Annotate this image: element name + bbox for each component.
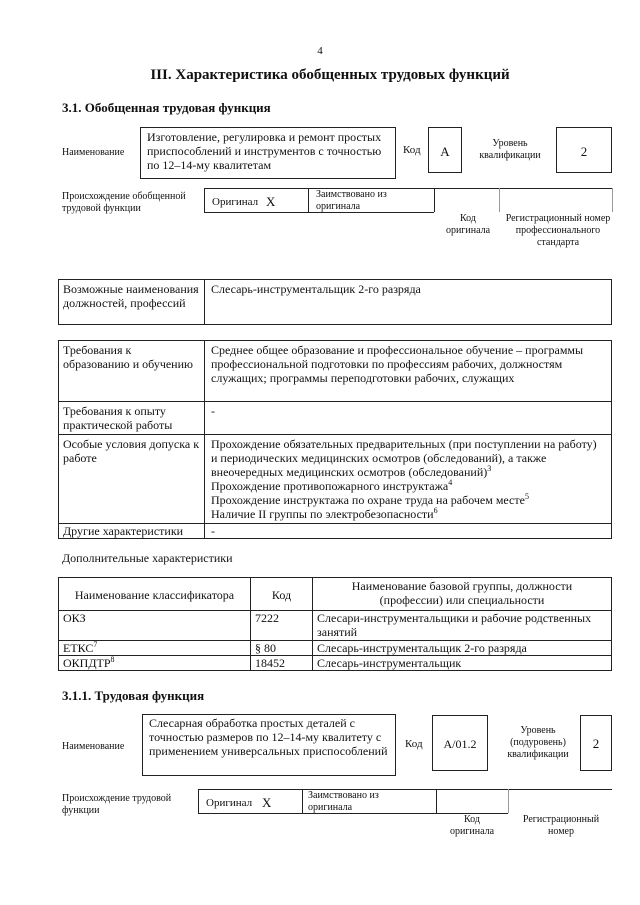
footnote-4: 4 [448,478,453,487]
gtf-borrowed-label: Заимствовано из оригинала [316,189,387,212]
special-line-1: Прохождение обязательных предварительных (при поступлении на работу) и периодических медицинских осмотров (обследований), а также внеочередных медицинских осмотров (обследований)$^3$ [211,437,597,479]
tf-reg-number-caption: Регистрационный номер [522,814,600,837]
job-titles-label: Возможные наименования должностей, профессий [59,280,205,325]
row-name: Слесари-инструментальщики и рабочие родственных занятий [313,611,612,641]
footnote-7: 7 [93,640,98,649]
tf-code-value: A/01.2 [432,715,488,771]
gtf-level-label: Уровень квалификации [479,138,541,161]
gtf-original-mark: X [266,194,276,209]
tf-origin-label: Происхождение трудовой функции [62,793,172,816]
tf-name-label: Наименование [62,741,125,752]
special-line-2: Прохождение противопожарного инструктажа$^4$ [211,478,453,493]
tf-name-value: Слесарная обработка простых деталей с точностью размеров по 12–14-му квалитету с применением универсальных приспособлений [142,714,396,776]
table-row [59,641,612,656]
table-row [59,611,612,641]
row-classifier: ОКЗ [59,611,251,641]
gtf-heading: 3.1. Обобщенная трудовая функция [62,100,271,115]
footnote-8: 8 [110,655,115,664]
row-classifier: ЕТКС$^7$ [59,641,251,656]
tf-borrowed-label: Заимствовано из оригинала [308,790,379,813]
footnote-3: 3 [487,464,492,473]
table-row [59,656,612,671]
special-line-3: Прохождение инструктажа по охране труда на рабочем месте$^5$ [211,492,529,507]
tf-original-mark: X [262,795,272,810]
other-value: - [205,524,612,539]
gtf-name-label: Наименование [62,147,125,158]
experience-label: Требования к опыту практической работы [59,402,205,435]
footnote-5: 5 [524,492,529,501]
tf-original-label: Оригинал [206,797,253,809]
special-label: Особые условия допуска к работе [59,435,205,524]
col-code-header: Код [251,578,313,611]
col-group-header: Наименование базовой группы, должности (профессии) или специальности [313,578,612,611]
tf-code-label: Код [405,738,423,750]
row-name: Слесарь-инструментальщик 2-го разряда [313,641,612,656]
gtf-level-value: 2 [556,127,612,173]
tf-level-value: 2 [580,715,612,771]
gtf-origin-code-caption: Код оригинала [445,213,491,236]
job-titles-value: Слесарь-инструментальщик 2-го разряда [205,280,612,325]
special-line-4: Наличие II группы по электробезопасности$^6$ [211,506,438,521]
education-label: Требования к образованию и обучению [59,341,205,402]
page-number: 4 [317,45,323,57]
gtf-origin-label: Происхождение обобщенной трудовой функции [62,191,186,214]
gtf-reg-number-caption: Регистрационный номер профессионального стандарта [505,213,611,248]
gtf-code-value: А [428,127,462,173]
col-classifier-header: Наименование классификатора [59,578,251,611]
tf-level-label: Уровень (подуровень) квалификации [507,725,569,760]
row-code: 7222 [251,611,313,641]
other-label: Другие характеристики [59,524,205,539]
row-code: § 80 [251,641,313,656]
footnote-6: 6 [433,506,438,515]
row-name: Слесарь-инструментальщик [313,656,612,671]
experience-value: - [205,402,612,435]
gtf-name-value: Изготовление, регулировка и ремонт простых приспособлений и инструментов с точностью по 12–14-му квалитетам [140,127,396,179]
section-title: III. Характеристика обобщенных трудовых функций [150,67,510,83]
row-classifier: ОКПДТР$^8$ [59,656,251,671]
tf-origin-code-caption: Код оригинала [449,814,495,837]
tf-heading: 3.1.1. Трудовая функция [62,688,205,703]
gtf-original-label: Оригинал [212,196,259,208]
requirements-table [58,340,612,539]
additional-heading: Дополнительные характеристики [62,551,233,565]
special-value [205,435,612,524]
education-value: Среднее общее образование и профессиональное обучение – программы профессиональной подготовки по профессиям рабочих, должностям служащих; программы переподготовки рабочих, служащих [205,341,612,402]
job-titles-table [58,279,612,325]
gtf-code-label: Код [403,144,421,156]
row-code: 18452 [251,656,313,671]
additional-table [58,577,612,671]
